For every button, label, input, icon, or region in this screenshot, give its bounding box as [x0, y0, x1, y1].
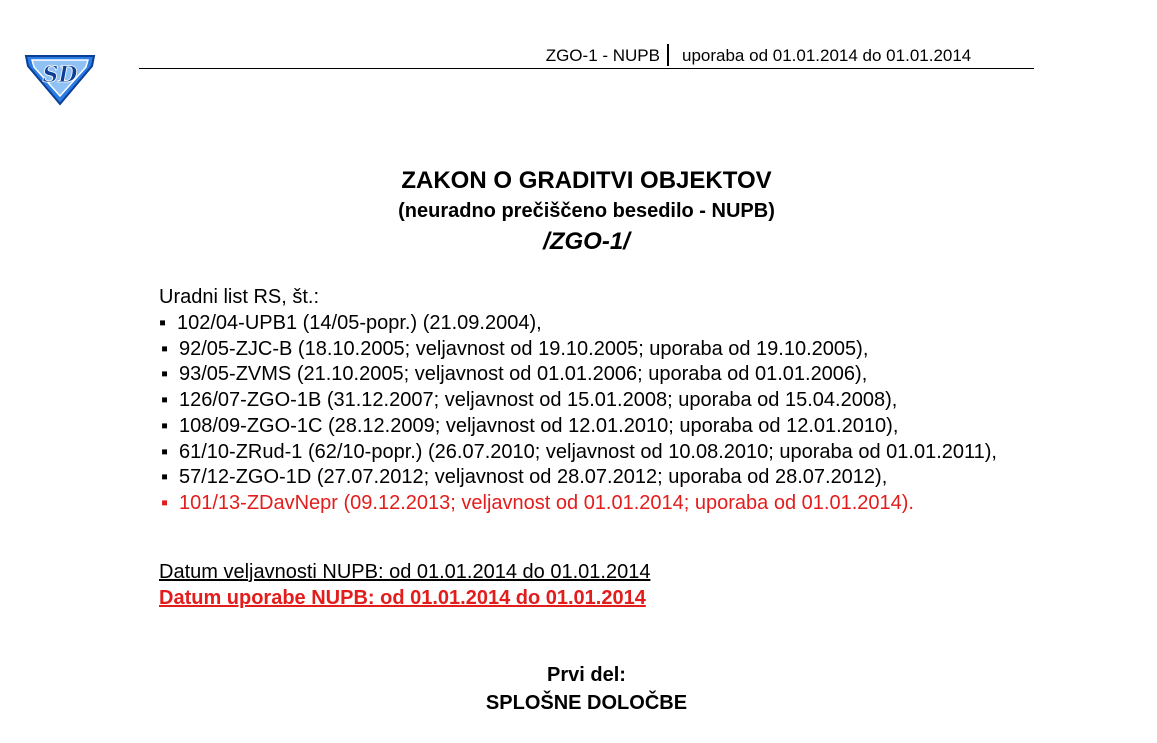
amendment-text: 57/12-ZGO-1D (27.07.2012; veljavnost od 28.07.2012; uporaba od 28.07.2012), [179, 466, 888, 489]
amendment-text: 126/07-ZGO-1B (31.12.2007; veljavnost od 15.01.2008; uporaba od 15.04.2008), [179, 389, 898, 412]
amendment-item [140, 388, 1030, 414]
running-header [139, 44, 1034, 69]
amendment-text: 108/09-ZGO-1C (28.12.2009; veljavnost od 12.01.2010; uporaba od 12.01.2010), [179, 414, 899, 437]
header-validity: uporaba od 01.01.2014 do 01.01.2014 [682, 46, 972, 65]
validity-date: Datum veljavnosti NUPB: od 01.01.2014 do 01.01.2014 [159, 561, 651, 583]
bullet-icon: ▪ [161, 414, 169, 437]
bullet-icon: ▪ [161, 440, 169, 463]
header-code: ZGO-1 - NUPB [545, 46, 660, 65]
gazette-label: Uradni list RS, št.: [159, 286, 320, 308]
amendment-list [140, 311, 1030, 517]
amendment-item [140, 311, 1030, 337]
svg-text:SD: SD [42, 62, 78, 88]
amendment-item [140, 414, 1030, 440]
application-date: Datum uporabe NUPB: od 01.01.2014 do 01.01.2014 [159, 587, 646, 609]
amendment-text: 93/05-ZVMS (21.10.2005; veljavnost od 01.01.2006; uporaba od 01.01.2006), [179, 363, 868, 386]
part-number: Prvi del: [547, 664, 626, 686]
bullet-icon: ▪ [161, 491, 169, 514]
amendment-item [140, 465, 1030, 491]
bullet-icon: ▪ [161, 389, 169, 412]
amendment-text: 61/10-ZRud-1 (62/10-popr.) (26.07.2010; veljavnost od 10.08.2010; uporaba od 01.01.2011), [179, 440, 997, 463]
amendment-text: 92/05-ZJC-B (18.10.2005; veljavnost od 19.10.2005; uporaba od 19.10.2005), [179, 337, 869, 360]
amendment-text: 102/04-UPB1 (14/05-popr.) (21.09.2004), [177, 312, 542, 334]
part-title: SPLOŠNE DOLOČBE [485, 692, 688, 714]
amendment-item [140, 337, 1030, 363]
amendment-item [140, 440, 1030, 466]
amendment-item [140, 362, 1030, 388]
document-subtitle: (neuradno prečiščeno besedilo - NUPB) [398, 200, 775, 222]
document-abbreviation: /ZGO-1/ [543, 228, 630, 255]
sd-shield-logo-icon [22, 46, 98, 106]
bullet-icon: ▪ [161, 337, 169, 360]
document-title: ZAKON O GRADITVI OBJEKTOV [401, 167, 772, 194]
bullet-icon: ▪ [161, 466, 169, 489]
bullet-icon: ▪ [161, 363, 169, 386]
amendment-item [140, 491, 1030, 517]
bullet-icon: ▪ [159, 312, 167, 334]
header-separator [667, 44, 669, 66]
amendment-text: 101/13-ZDavNepr (09.12.2013; veljavnost od 01.01.2014; uporaba od 01.01.2014). [179, 491, 914, 514]
